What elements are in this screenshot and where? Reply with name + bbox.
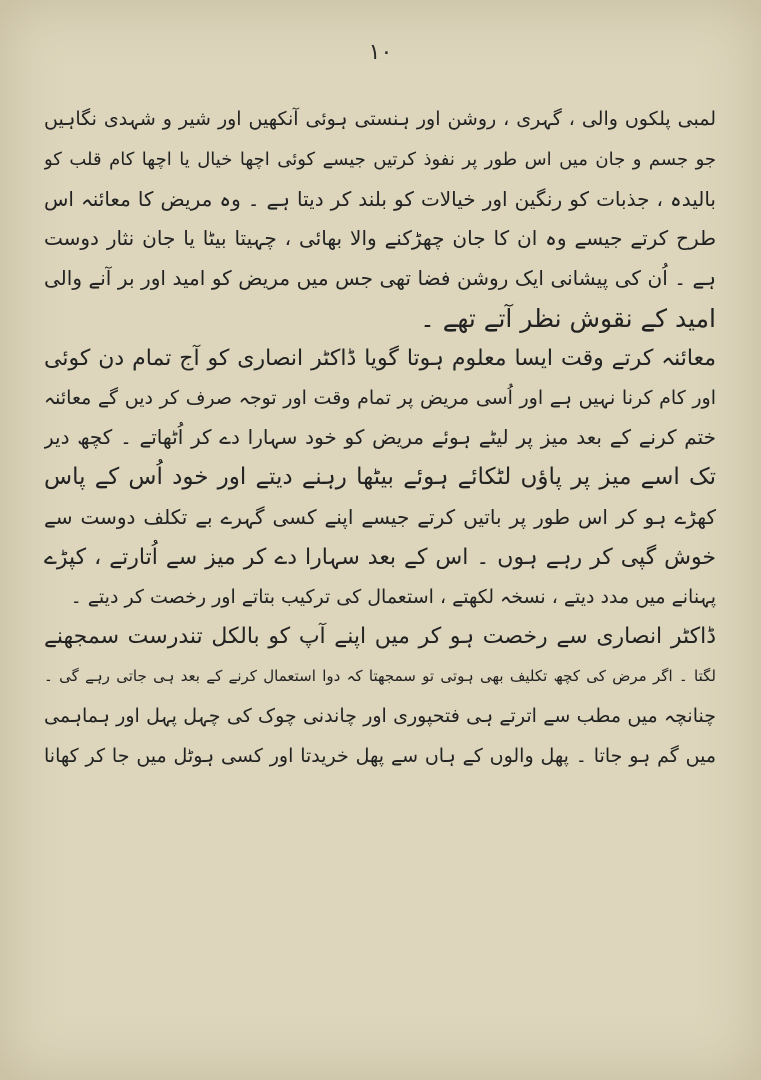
text-line: کھڑے ہو کر اس طور پر باتیں کرتے جیسے اپنے کسی گہرے بے تکلف دوست سے [44,504,716,529]
text-line: ختم کرنے کے بعد میز پر لیٹے ہوئے مریض کو خود سہارا دے کر اُٹھاتے ۔ کچھ دیر [44,425,716,450]
text-line: خوش گپی کر رہے ہوں ۔ اس کے بعد سہارا دے کر میز سے اُتارتے ، کپڑے [44,544,716,570]
text-line: لگتا ۔ اگر مرض کی کچھ تکلیف بھی ہوتی تو سمجھتا کہ دوا استعمال کرنے کے بعد ہی جاتی رہے گی ۔ [44,667,716,686]
page-number: ۱۰ [368,40,393,65]
text-line: بالیدہ ، جذبات کو رنگین اور خیالات کو بلند کر دیتا ہے ۔ وہ مریض کا معائنہ اس [44,186,716,211]
text-line: تک اسے میز پر پاؤں لٹکائے ہوئے بیٹھا رہنے دیتے اور خود اُس کے پاس [44,464,716,491]
text-line: معائنہ کرتے وقت ایسا معلوم ہوتا گویا ڈاکٹر انصاری کو آج تمام دن کوئی [44,345,716,371]
text-line: چنانچہ میں مطب سے اترتے ہی فتحپوری اور چاندنی چوک کی چہل پہل اور ہماہمی [44,704,716,727]
text-line: ہے ۔ اُن کی پیشانی ایک روشن فضا تھی جس میں مریض کو امید اور بر آنے والی [44,266,716,291]
text-line: پہنانے میں مدد دیتے ، نسخہ لکھتے ، استعمال کی ترکیب بتاتے اور رخصت کر دیتے ۔ [70,585,716,608]
text-line: جو جسم و جان میں اس طور پر نفوذ کرتیں جیسے کوئی اچھا خیال یا اچھا کام قلب کو [44,148,716,170]
text-line: امید کے نقوش نظر آتے تھے ۔ [420,303,716,333]
text-line: لمبی پلکوں والی ، گہری ، روشن اور ہنستی ہوئی آنکھیں اور شیر و شہدی نگاہیں [44,108,716,130]
text-line: اور کام کرنا نہیں ہے اور اُسی مریض پر تمام وقت اور توجہ صرف کر دیں گے معائنہ [44,386,716,409]
page-body-text [44,100,716,777]
text-line: ڈاکٹر انصاری سے رخصت ہو کر میں اپنے آپ کو بالکل تندرست سمجھنے [44,624,716,650]
text-line: میں گم ہو جاتا ۔ پھل والوں کے ہاں سے پھل خریدتا اور کسی ہوٹل میں جا کر کھانا [44,744,716,767]
text-line: طرح کرتے جیسے وہ ان کا جان چھڑکنے والا بھائی ، چہیتا بیٹا یا جان نثار دوست [44,226,716,251]
